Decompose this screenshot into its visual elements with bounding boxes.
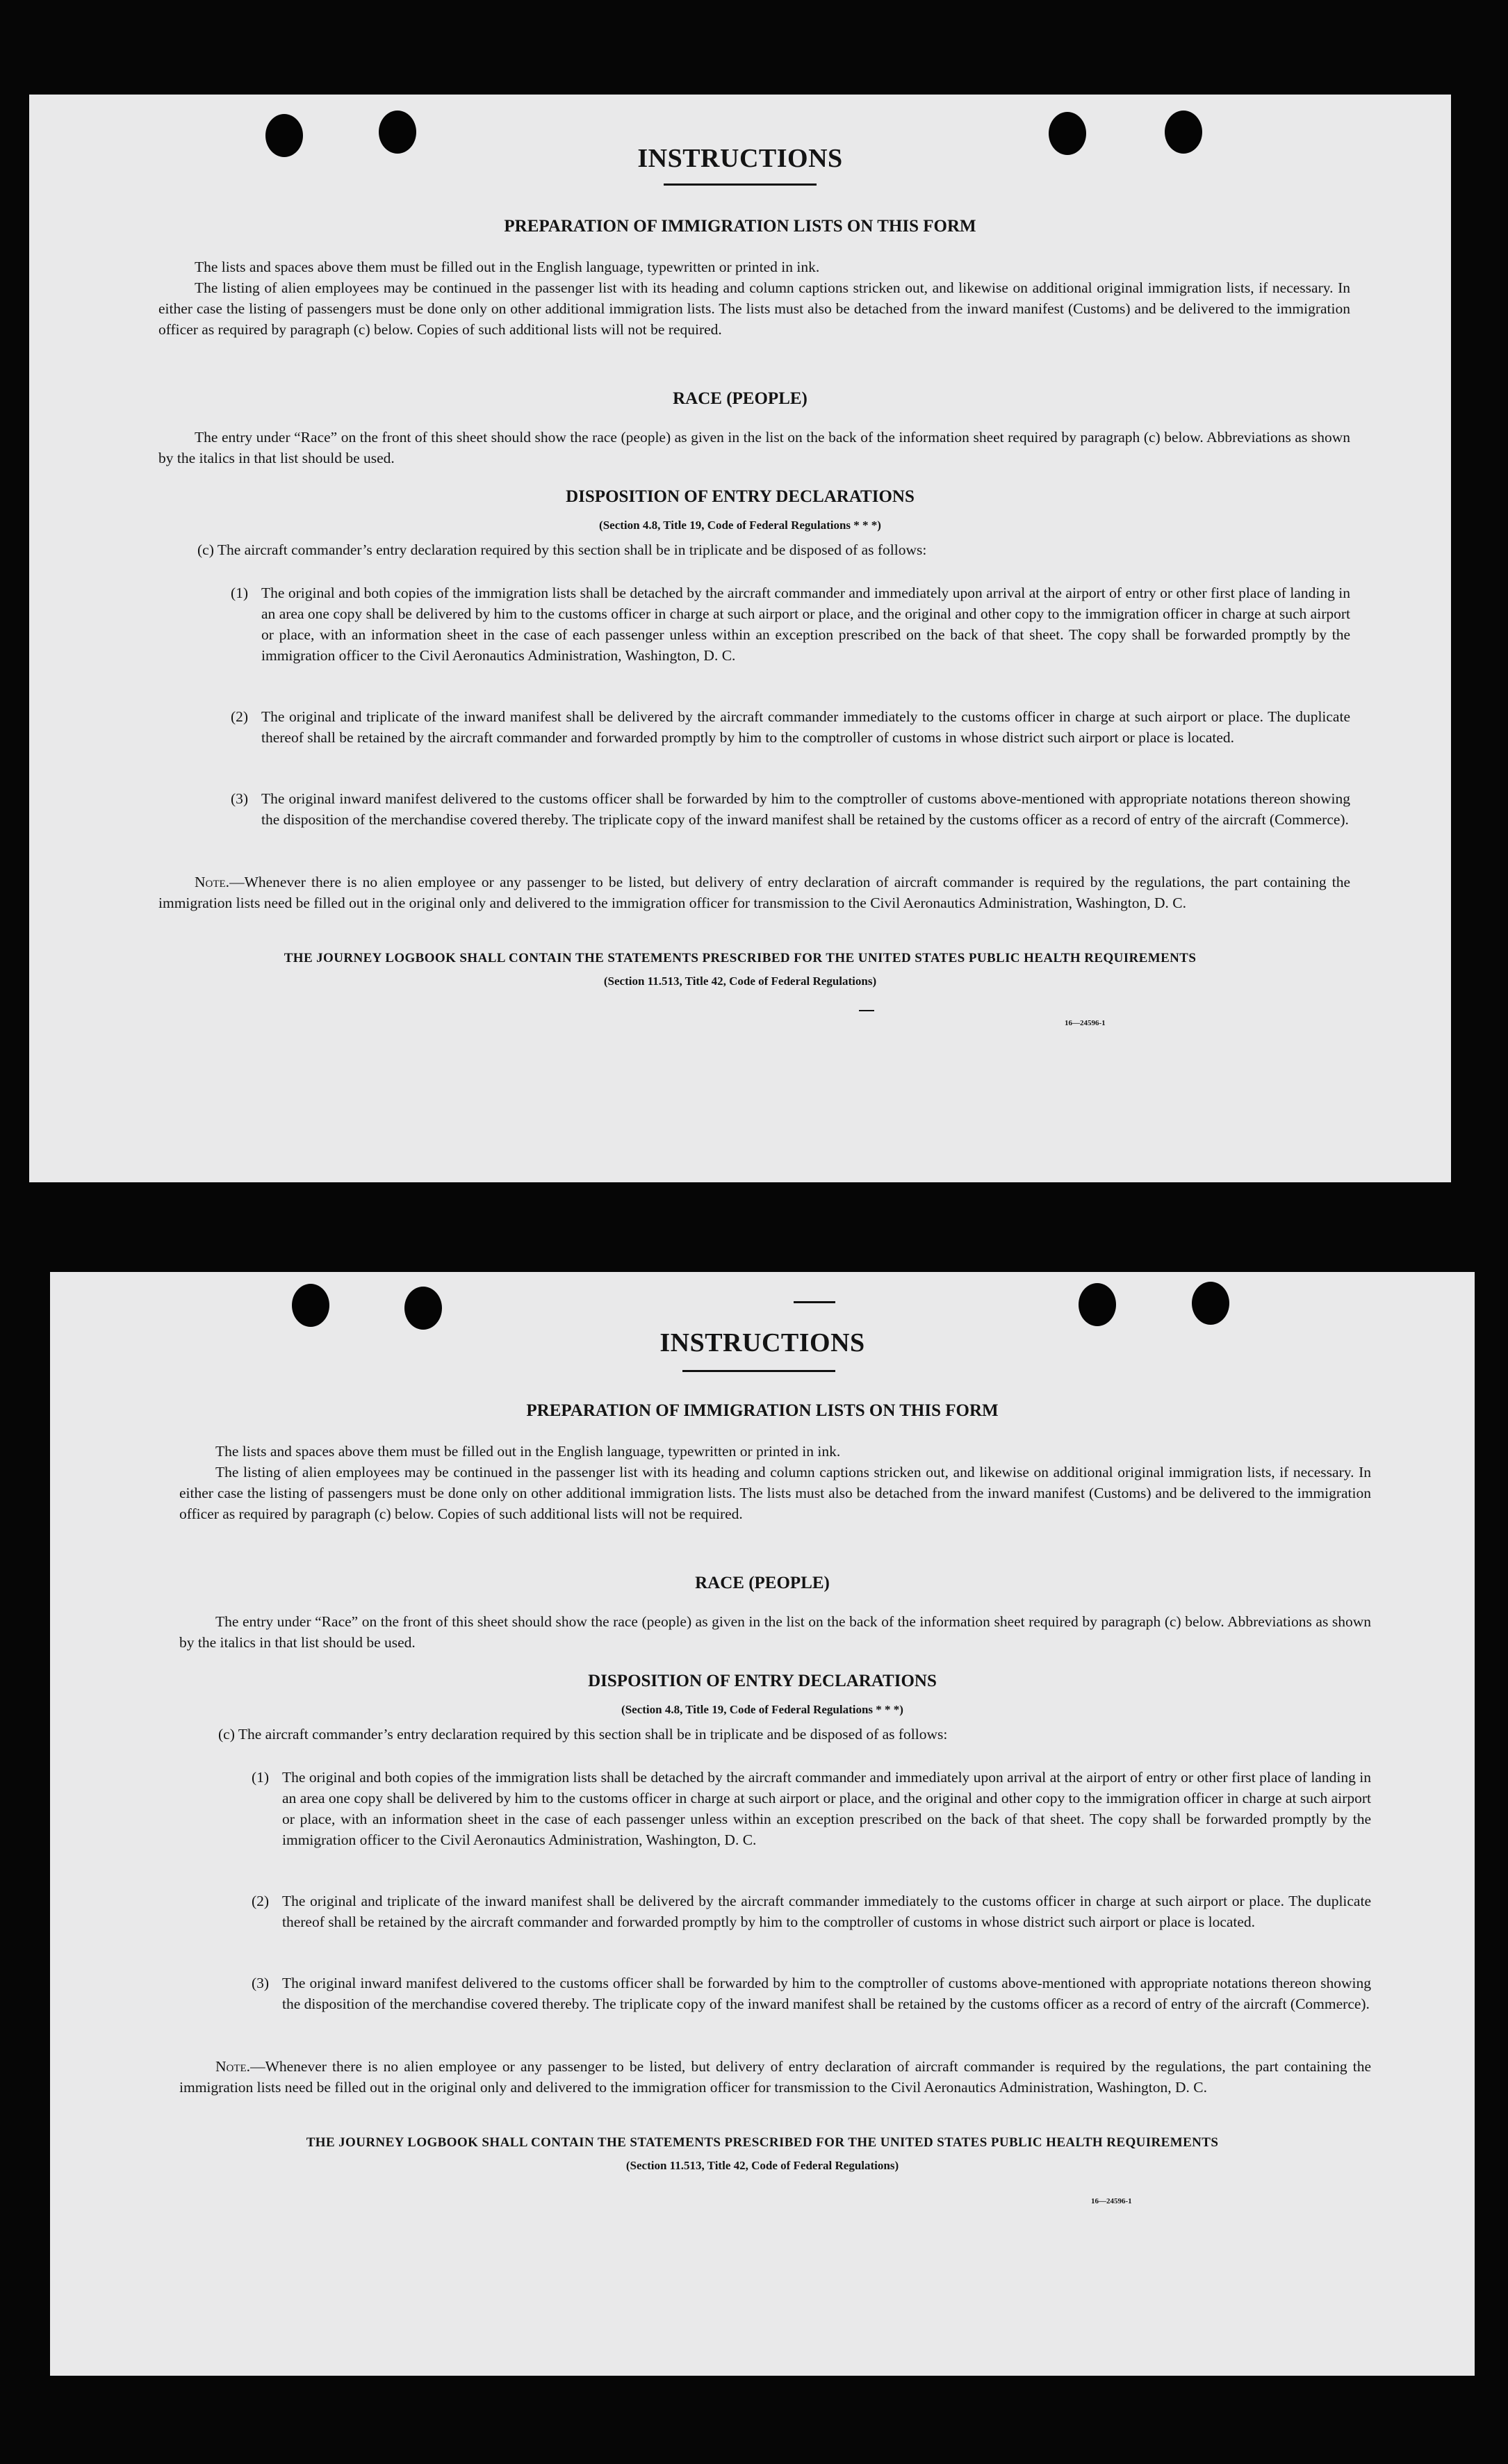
- list-item-3: [252, 1973, 1371, 2014]
- disposition-citation: (Section 4.8, Title 19, Code of Federal Regulations * * *): [621, 1703, 903, 1716]
- list-item-1: [252, 1767, 1371, 1850]
- race-heading: RACE (PEOPLE): [695, 1574, 830, 1592]
- item-number: (2): [252, 1893, 270, 1909]
- punch-hole: [292, 1284, 329, 1327]
- logbook-statement: THE JOURNEY LOGBOOK SHALL CONTAIN THE STATEMENTS PRESCRIBED FOR THE UNITED STATES PUBLIC HEALTH REQUIREMENTS: [306, 2135, 1219, 2150]
- disposition-heading: DISPOSITION OF ENTRY DECLARATIONS: [588, 1672, 937, 1690]
- item-text: The original and both copies of the immigration lists shall be detached by the aircraft commander and immediately upon arrival at the airport of entry or other first place of landing in an area one copy shall be delivered by him to the customs officer in charge at such airport or place, and the original and other copy to the immigration officer in charge at such airport or place, with an information sheet in the case of each passenger unless within an exception prescribed on the back of that sheet. The copy shall be forwarded promptly by the immigration officer to the Civil Aeronautics Administration, Washington, D. C.: [261, 585, 1350, 664]
- note-label: Note.: [215, 2058, 251, 2075]
- item-number: (1): [231, 585, 249, 601]
- item-text: The original and triplicate of the inward manifest shall be delivered by the aircraft commander immediately to the customs officer in charge at such airport or place. The duplicate thereof shall be retained by the aircraft commander and forwarded promptly by him to the comptroller of customs in whose district such airport or place is located.: [282, 1893, 1371, 1930]
- punch-hole: [404, 1287, 442, 1330]
- preparation-paragraph-1: The lists and spaces above them must be filled out in the English language, typewritten or printed in ink.: [195, 259, 820, 275]
- item-number: (3): [231, 790, 249, 807]
- preparation-paragraph-1: The lists and spaces above them must be filled out in the English language, typewritten or printed in ink.: [215, 1443, 841, 1460]
- note-text: —Whenever there is no alien employee or any passenger to be listed, but delivery of entry declaration of aircraft commander is required by the regulations, the part containing the immigration lists need be filled out in the original only and delivered to the immigration officer for transmission to the Civil Aeronautics Administration, Washington, D. C.: [179, 2058, 1371, 2096]
- form-number: 16—24596-1: [1091, 2197, 1132, 2205]
- title-rule: [682, 1370, 835, 1372]
- list-item-1: [231, 582, 1350, 666]
- disposition-heading: DISPOSITION OF ENTRY DECLARATIONS: [566, 487, 915, 506]
- race-paragraph: The entry under “Race” on the front of this sheet should show the race (people) as given in the list on the back of the information sheet required by paragraph (c) below. Abbreviations as shown by the italics in that list should be used.: [179, 1613, 1371, 1651]
- logbook-citation: (Section 11.513, Title 42, Code of Federal Regulations): [603, 974, 877, 988]
- title-rule: [664, 183, 817, 186]
- item-text: The original inward manifest delivered to the customs officer shall be forwarded by him to the comptroller of customs above-mentioned with appropriate notations thereon showing the disposition of the merchandise covered thereby. The triplicate copy of the inward manifest shall be retained by the customs officer as a record of entry of the aircraft (Commerce).: [282, 1975, 1371, 2012]
- logbook-citation: (Section 11.513, Title 42, Code of Federal Regulations): [625, 2159, 899, 2172]
- form-number: 16—24596-1: [1065, 1019, 1106, 1027]
- note-label: Note.: [195, 874, 230, 890]
- stray-mark: [794, 1301, 835, 1303]
- item-text: The original and both copies of the immigration lists shall be detached by the aircraft commander and immediately upon arrival at the airport of entry or other first place of landing in an area one copy shall be delivered by him to the customs officer in charge at such airport or place, and the original and other copy to the immigration officer in charge at such airport or place, with an information sheet in the case of each passenger unless within an exception prescribed on the back of that sheet. The copy shall be forwarded promptly by the immigration officer to the Civil Aeronautics Administration, Washington, D. C.: [282, 1769, 1371, 1848]
- note-paragraph: [158, 872, 1350, 913]
- punch-hole: [1079, 1283, 1116, 1326]
- item-number: (3): [252, 1975, 270, 1991]
- note-text: —Whenever there is no alien employee or any passenger to be listed, but delivery of entry declaration of aircraft commander is required by the regulations, the part containing the immigration lists need be filled out in the original only and delivered to the immigration officer for transmission to the Civil Aeronautics Administration, Washington, D. C.: [158, 874, 1350, 911]
- race-paragraph: The entry under “Race” on the front of this sheet should show the race (people) as given in the list on the back of the information sheet required by paragraph (c) below. Abbreviations as shown by the italics in that list should be used.: [158, 429, 1350, 466]
- item-number: (1): [252, 1769, 270, 1786]
- list-item-3: [231, 788, 1350, 830]
- item-text: The original inward manifest delivered to the customs officer shall be forwarded by him to the comptroller of customs above-mentioned with appropriate notations thereon showing the disposition of the merchandise covered thereby. The triplicate copy of the inward manifest shall be retained by the customs officer as a record of entry of the aircraft (Commerce).: [261, 790, 1350, 828]
- punch-hole: [1192, 1282, 1229, 1325]
- logbook-statement: THE JOURNEY LOGBOOK SHALL CONTAIN THE STATEMENTS PRESCRIBED FOR THE UNITED STATES PUBLIC HEALTH REQUIREMENTS: [284, 951, 1197, 965]
- note-paragraph: [179, 2056, 1371, 2098]
- instructions-title: INSTRUCTIONS: [637, 144, 843, 173]
- paragraph-c: (c) The aircraft commander’s entry declaration required by this section shall be in triplicate and be disposed of as follows:: [218, 1726, 948, 1743]
- race-heading: RACE (PEOPLE): [673, 389, 808, 408]
- item-number: (2): [231, 708, 249, 725]
- preparation-heading: PREPARATION OF IMMIGRATION LISTS ON THIS FORM: [504, 217, 976, 236]
- preparation-heading: PREPARATION OF IMMIGRATION LISTS ON THIS FORM: [526, 1401, 999, 1420]
- instruction-sheet-bottom: [50, 1272, 1475, 2376]
- item-text: The original and triplicate of the inward manifest shall be delivered by the aircraft commander immediately to the customs officer in charge at such airport or place. The duplicate thereof shall be retained by the aircraft commander and forwarded promptly by him to the comptroller of customs in whose district such airport or place is located.: [261, 708, 1350, 746]
- preparation-paragraph-2: The listing of alien employees may be continued in the passenger list with its heading and column captions stricken out, and likewise on additional original immigration lists, if necessary. In either case the listing of passengers must be done only on other additional immigration lists. The lists must also be detached from the inward manifest (Customs) and be delivered to the immigration officer as required by paragraph (c) below. Copies of such additional lists will not be required.: [158, 279, 1350, 338]
- instructions-title: INSTRUCTIONS: [659, 1328, 865, 1357]
- preparation-paragraph-2: The listing of alien employees may be continued in the passenger list with its heading and column captions stricken out, and likewise on additional original immigration lists, if necessary. In either case the listing of passengers must be done only on other additional immigration lists. The lists must also be detached from the inward manifest (Customs) and be delivered to the immigration officer as required by paragraph (c) below. Copies of such additional lists will not be required.: [179, 1464, 1371, 1522]
- list-item-2: [231, 706, 1350, 748]
- disposition-citation: (Section 4.8, Title 19, Code of Federal Regulations * * *): [599, 519, 881, 532]
- paragraph-c: (c) The aircraft commander’s entry declaration required by this section shall be in triplicate and be disposed of as follows:: [197, 541, 927, 558]
- list-item-2: [252, 1891, 1371, 1932]
- instruction-sheet-top: [29, 95, 1451, 1182]
- stray-mark: [859, 1010, 874, 1011]
